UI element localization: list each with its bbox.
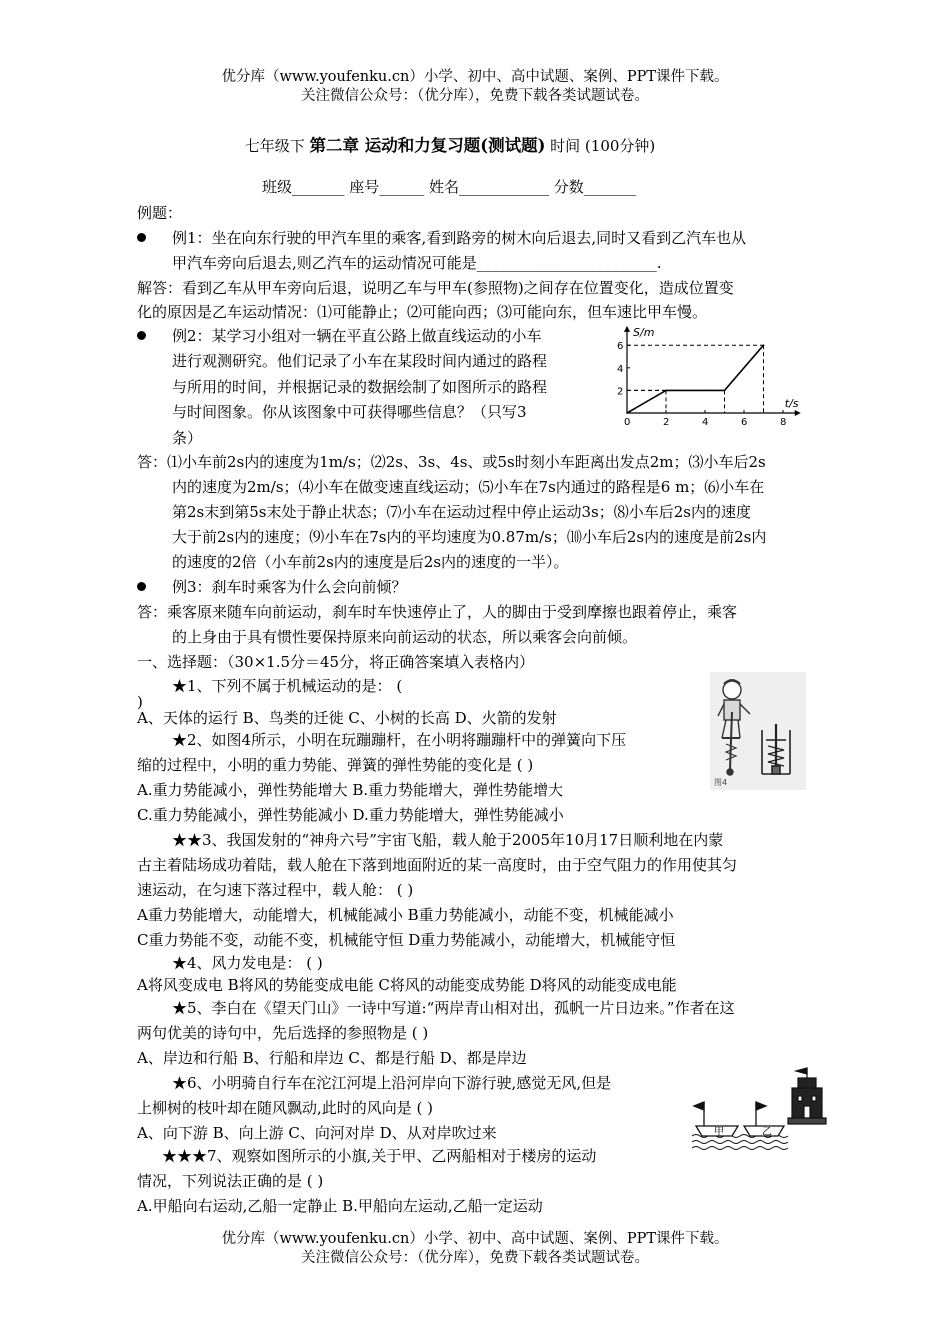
example2-answer-line: 第2s末到第5s末处于静止状态；⑺小车在运动过程中停止运动3s；⑻小车后2s内的速度 — [172, 503, 751, 521]
boats-flags-figure — [690, 1062, 830, 1157]
page-footer-line2: 关注微信公众号：（优分库），免费下载各类试题试卷。 — [301, 1250, 649, 1266]
q5-stem2: 两句优美的诗句中，先后选择的参照物是 ( ) — [137, 1024, 429, 1042]
q1-stem-end: ) — [137, 693, 143, 711]
water-waves — [692, 1135, 788, 1150]
q7-options1: A.甲船向右运动,乙船一定静止 B.甲船向左运动,乙船一定运动 — [137, 1197, 543, 1215]
figure-label: 图4 — [714, 778, 728, 787]
series-line — [627, 345, 764, 413]
q4-options: A将风变成电 B将风的势能变成电能 C将风的动能变成势能 D将风的动能变成电能 — [137, 976, 677, 994]
bullet — [137, 233, 146, 242]
x-tick-label: 4 — [702, 417, 709, 428]
q3-options1: A重力势能增大，动能增大，机械能减小 B重力势能减小，动能不变，机械能减小 — [137, 906, 674, 924]
building-icon — [788, 1068, 826, 1124]
q3-stem2: 古主着陆场成功着陆，载人舱在下落到地面附近的某一高度时，由于空气阻力的作用使其匀 — [137, 856, 738, 874]
example1-answer2: 化的原因是乙车运动情况：⑴可能静止；⑵可能向西；⑶可能向东，但车速比甲车慢。 — [137, 303, 708, 321]
y-tick-label: 6 — [617, 341, 624, 353]
example3-answer1: 答：乘客原来随车向前运动，刹车时车快速停止了，人的脚由于受到摩擦也跟着停止，乘客 — [137, 603, 738, 621]
title-chapter: 第二章 运动和力复习题(测试题) — [309, 136, 546, 155]
q5-options: A、岸边和行船 B、行船和岸边 C、都是行船 D、都是岸边 — [137, 1049, 527, 1067]
example2-answer-line: 内的速度为2m/s；⑷小车在做变速直线运动；⑸小车在7s内通过的路程是6 m；⑹小车在 — [172, 478, 765, 496]
title-time: 时间 (100分钟) — [550, 137, 656, 155]
y-axis-arrow — [624, 326, 630, 332]
example1-line1: 例1：坐在向东行驶的甲汽车里的乘客,看到路旁的树木向后退去,同时又看到乙汽车也从 — [172, 229, 747, 247]
q2-stem1: ★2、如图4所示，小明在玩蹦蹦杆，在小明将蹦蹦杆中的弹簧向下压 — [172, 731, 627, 749]
example2-line: 进行观测研究。他们记录了小车在某段时间内通过的路程 — [172, 352, 548, 370]
q1-options: A、天体的运行 B、鸟类的迁徙 C、小树的长高 D、火箭的发射 — [137, 709, 557, 727]
y-axis-label: S/m — [633, 325, 655, 339]
example2-line: 例2：某学习小组对一辆在平直公路上做直线运动的小车 — [172, 327, 542, 345]
q3-options2: C重力势能不变，动能不变，机械能守恒 D重力势能减小，动能增大，机械能守恒 — [137, 931, 676, 949]
bullet — [137, 582, 146, 591]
student-info-line: 班级_______ 座号______ 姓名____________ 分数_______ — [262, 178, 637, 196]
x-tick-label: 0 — [624, 417, 631, 428]
example3-answer2: 的上身由于具有惯性要保持原来向前运动的状态，所以乘客会向前倾。 — [172, 628, 638, 646]
q1-stem: ★1、下列不属于机械运动的是： ( — [172, 677, 403, 695]
page-footer-line1: 优分库（www.youfenku.cn）小学、初中、高中试题、案例、PPT课件下载。 — [221, 1231, 729, 1247]
distance-time-chart — [605, 325, 810, 435]
q2-stem2: 缩的过程中，小明的重力势能、弹簧的弹性势能的变化是 ( ) — [137, 756, 534, 774]
x-tick-label: 6 — [741, 417, 748, 428]
example2-line: 与所用的时间，并根据记录的数据绘制了如图所示的路程 — [172, 378, 548, 396]
q2-options1: A.重力势能减小，弹性势能增大 B.重力势能增大，弹性势能增大 — [137, 781, 564, 799]
x-axis-label: t/s — [784, 397, 799, 410]
q6-stem2: 上柳树的枝叶却在随风飘动,此时的风向是 ( ) — [137, 1099, 434, 1117]
q2-options2: C.重力势能减小，弹性势能减小 D.重力势能增大，弹性势能减小 — [137, 806, 564, 824]
x-tick-label: 8 — [780, 417, 787, 428]
data-point — [665, 390, 667, 392]
y-tick-label: 2 — [617, 386, 624, 398]
q3-stem1: ★★3、我国发射的“神舟六号”宇宙飞船，载人舱于2005年10月17日顺利地在内蒙 — [172, 831, 724, 849]
example2-line: 条） — [172, 429, 203, 447]
q7-stem2: 情况，下列说法正确的是 ( ) — [137, 1172, 324, 1190]
page-header-line1: 优分库（www.youfenku.cn）小学、初中、高中试题、案例、PPT课件下载。 — [221, 69, 729, 85]
x-axis-arrow — [795, 410, 801, 416]
data-point — [724, 390, 726, 392]
boat-jia-label: 甲 — [714, 1127, 724, 1138]
x-tick-label: 2 — [663, 417, 670, 428]
data-point — [626, 412, 628, 414]
q6-options: A、向下游 B、向上游 C、向河对岸 D、从对岸吹过来 — [137, 1124, 497, 1142]
title-grade: 七年级下 — [244, 137, 305, 155]
y-tick-label: 4 — [617, 363, 624, 375]
page-header-line2: 关注微信公众号：（优分库），免费下载各类试题试卷。 — [301, 88, 649, 104]
example1-line2: 甲汽车旁向后退去,则乙汽车的运动情况可能是________________________. — [172, 254, 662, 272]
example2-answer-line: 大于前2s内的速度；⑼小车在7s内的平均速度为0.87m/s；⑽小车后2s内的速度是前2s内 — [172, 528, 767, 546]
q6-stem1: ★6、小明骑自行车在沱江河堤上沿河岸向下游行驶,感觉无风,但是 — [172, 1074, 612, 1092]
example2-answer-line: 的速度的2倍（小车前2s内的速度是后2s内的速度的一半）。 — [172, 553, 569, 571]
examples-heading: 例题： — [137, 204, 183, 222]
example3-question: 例3：刹车时乘客为什么会向前倾？ — [172, 578, 407, 596]
page-title — [0, 132, 900, 156]
bullet — [137, 331, 146, 340]
q7-stem1: ★★★7、观察如图所示的小旗,关于甲、乙两船相对于楼房的运动 — [162, 1147, 597, 1165]
q4-stem: ★4、风力发电是： ( ) — [172, 954, 323, 972]
q5-stem1: ★5、李白在《望天门山》一诗中写道:“两岸青山相对出，孤帆一片日边来。”作者在这 — [172, 999, 735, 1017]
section-heading: 一、选择题：（30×1.5分＝45分，将正确答案填入表格内） — [137, 653, 535, 671]
boat-yi-label: 乙 — [762, 1127, 772, 1138]
q3-stem3: 速运动，在匀速下落过程中，载人舱： ( ) — [137, 881, 414, 899]
example2-answer-line: 答：⑴小车前2s内的速度为1m/s；⑵2s、3s、4s、或5s时刻小车距离出发点2m；⑶小车后2s — [137, 453, 766, 471]
data-point — [763, 344, 765, 346]
pogo-stick-figure — [710, 672, 806, 790]
example2-line: 与时间图象。你从该图象中可获得哪些信息？（只写3 — [172, 403, 527, 421]
example1-answer1: 解答：看到乙车从甲车旁向后退，说明乙车与甲车(参照物)之间存在位置变化，造成位置变 — [137, 279, 734, 297]
